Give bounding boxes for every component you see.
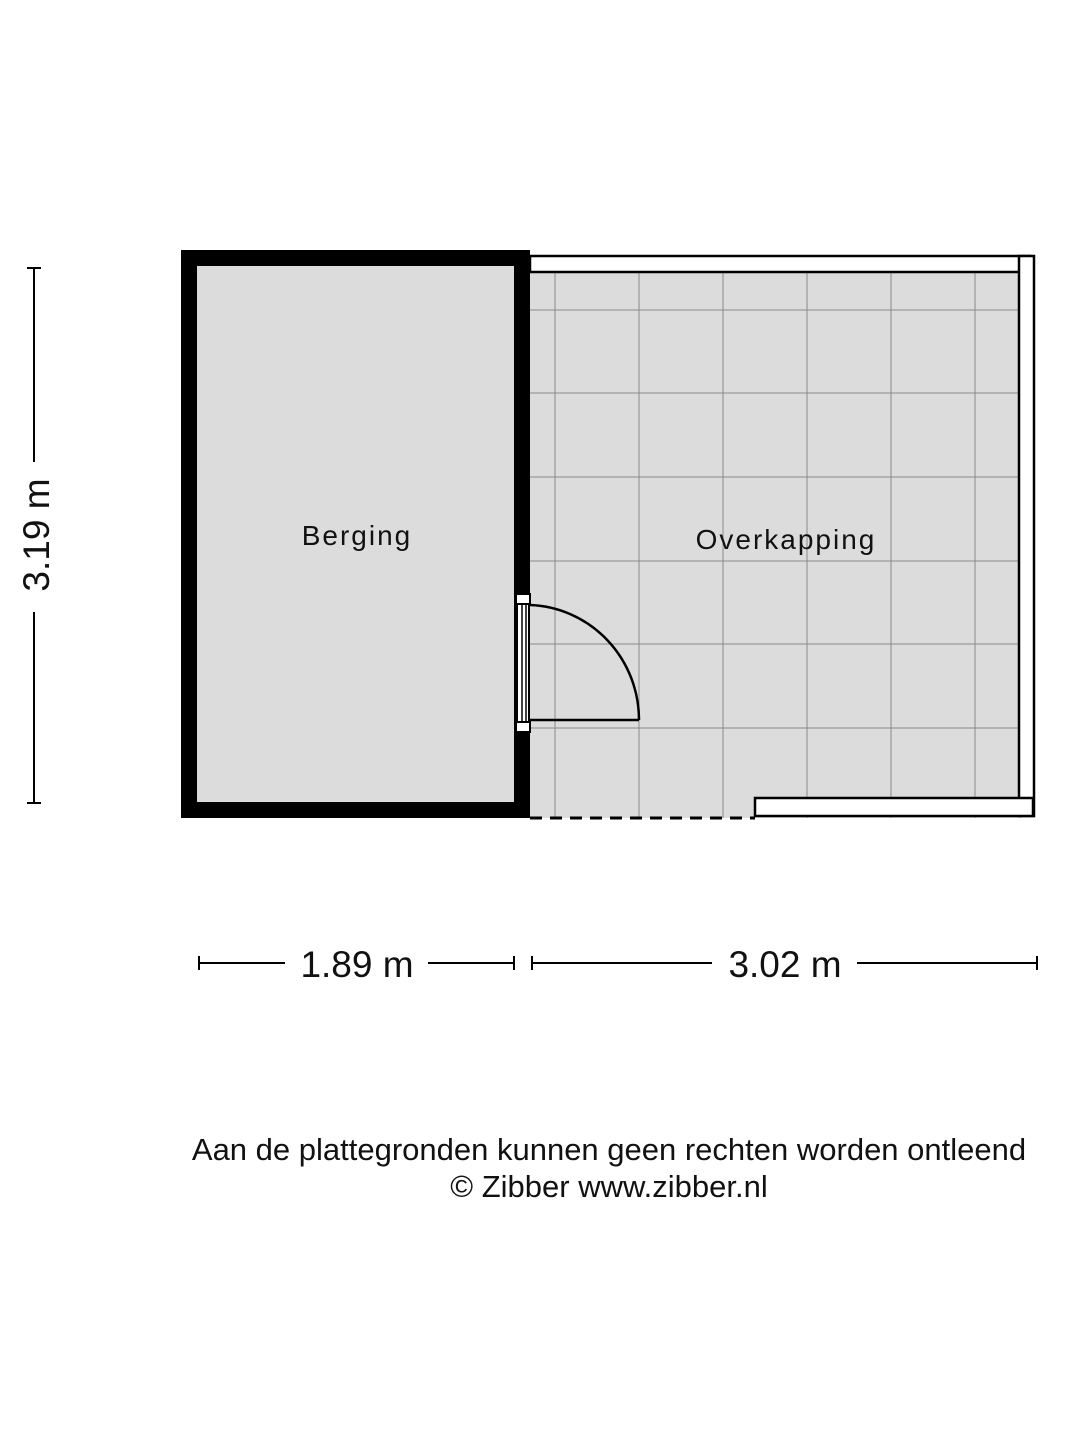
dimension-height-label: 3.19 m [16,478,57,592]
copyright-text: © Zibber www.zibber.nl [450,1169,768,1204]
room-label-overkapping: Overkapping [695,524,877,555]
disclaimer-text: Aan de plattegronden kunnen geen rechten worden ontleend [191,1132,1027,1167]
dimension-width-right-label: 3.02 m [728,944,842,985]
room-label-berging: Berging [301,520,413,551]
dimension-width-left-label: 1.89 m [300,944,414,985]
